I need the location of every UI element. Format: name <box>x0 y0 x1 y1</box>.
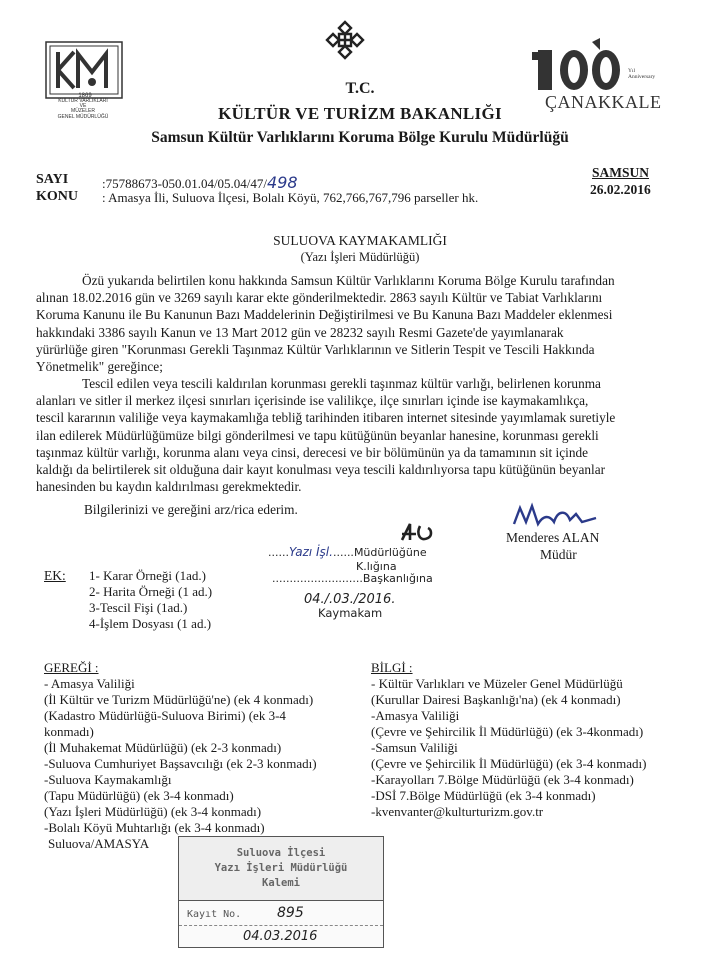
receipt-date: 04.03.2016 <box>243 929 318 944</box>
ministry-knot-emblem-icon <box>325 20 365 60</box>
signatory-name: Menderes ALAN <box>506 530 600 545</box>
logo-year: 1869 <box>78 93 92 99</box>
sayi-label: SAYI <box>36 172 69 187</box>
attachment-item: 2- Harita Örneği (1 ad.) <box>89 584 213 599</box>
list-item: -Samsun Valiliği <box>371 740 458 755</box>
signatory-title: Müdür <box>540 547 577 562</box>
stamp-line: Kalemi <box>262 877 300 889</box>
kayit-no-value: 895 <box>277 905 304 921</box>
list-item: (Çevre ve Şehircilik İl Müdürlüğü) (ek 3-4konmadı) <box>371 724 644 739</box>
stamp-header <box>179 837 383 901</box>
doc-date: 26.02.2016 <box>590 182 651 197</box>
receipt-stamp <box>178 836 384 948</box>
list-item: (Tapu Müdürlüğü) (ek 3-4 konmadı) <box>44 788 234 803</box>
list-item: (Kurullar Dairesi Başkanlığı'na) (ek 4 konmadı) <box>371 692 621 707</box>
bilgi-label: BİLGİ : <box>371 660 413 675</box>
sayi-value: :75788673-050.01.04/05.04/47/498 <box>102 173 298 192</box>
header-country: T.C. <box>345 80 375 97</box>
list-item: -Bolalı Köyü Muhtarlığı (ek 3-4 konmadı) <box>44 820 265 835</box>
header-directorate: Samsun Kültür Varlıklarını Koruma Bölge Kurulu Müdürlüğü <box>151 129 569 146</box>
logo-caption: KÜLTÜR VARLIKLARI VE MÜZELER GENEL MÜDÜRLÜĞÜ <box>57 98 109 120</box>
routing-date: 04./.03./2016. <box>304 592 396 607</box>
list-item: -Suluova Cumhuriyet Başsavcılığı (ek 2-3 konmadı) <box>44 756 317 771</box>
addressee-name: SULUOVA KAYMAKAMLIĞI <box>273 233 447 248</box>
attachments-label: EK: <box>44 568 66 583</box>
gereği-list <box>44 676 317 852</box>
stamp-line: Suluova İlçesi <box>236 847 326 859</box>
list-item: (Çevre ve Şehircilik İl Müdürlüğü) (ek 3-4 konmadı) <box>371 756 647 771</box>
gereği-label: GEREĞİ : <box>44 660 99 675</box>
list-item: -DSİ 7.Bölge Müdürlüğü (ek 3-4 konmadı) <box>371 788 596 803</box>
list-item: -Karayolları 7.Bölge Müdürlüğü (ek 3-4 konmadı) <box>371 772 634 787</box>
logo-city: ÇANAKKALE <box>545 92 662 112</box>
list-item: -kvenvanter@kulturturizm.gov.tr <box>371 804 544 819</box>
attachments-list <box>89 568 212 632</box>
list-item: - Amasya Valiliği <box>44 676 135 691</box>
list-item: Suluova/AMASYA <box>48 836 150 851</box>
list-item: konmadı) <box>44 724 94 739</box>
list-item: -Suluova Kaymakamlığı <box>44 772 172 787</box>
header-ministry: KÜLTÜR VE TURİZM BAKANLIĞI <box>218 104 502 123</box>
list-item: - Kültür Varlıkları ve Müzeler Genel Müdürlüğü <box>371 676 623 691</box>
routing-line-1: ......Yazı İşl.......Müdürlüğüne <box>268 545 427 559</box>
attachment-item: 3-Tescil Fişi (1ad.) <box>89 600 188 615</box>
sayi-handwritten: 498 <box>267 173 298 192</box>
body-paragraph-1: Özü yukarıda belirtilen konu hakkında Samsun Kültür Varlıklarını Koruma Bölge Kurulu tarafından alınan 18.02.2016 gün ve 3269 sayılı karar ekte gönderilmektedir. 2863 sayılı Kültür ve Tabiat Varlıklarını Koruma Kanunu ile Bu Kanunun Bazı Maddelerinin Değiştirilmesi ve Bu Kanuna Bazı Maddeler eklenmesi hakkındaki 3386 sayılı Kanun ve 13 Mart 2012 gün ve 28232 sayılı Resmi Gazete'de yayımlanarak yürürlüğe giren "Korunması Gerekli Taşınmaz Kültür Varlıklarının ve Sitlerin Tespit ve Tescili Hakkında Yönetmelik" gereğince; <box>36 273 615 375</box>
list-item: -Amasya Valiliği <box>371 708 460 723</box>
closing-line: Bilgilerinizi ve gereğini arz/rica ederim. <box>84 502 298 517</box>
stamp-divider <box>179 925 383 926</box>
list-item: (Yazı İşleri Müdürlüğü) (ek 3-4 konmadı) <box>44 804 262 819</box>
body-paragraph-2: Tescil edilen veya tescili kaldırılan korunması gerekli taşınmaz kültür varlığı, belirlenen korunma alanları ve sitler il merkez ilçesi sınırları içerisinde ise valilikçe, ilçe sınırları içinde ise kaymakamlıkça, tescil kararının valiliğe veya kaymakamlığa tebliğ tarihinden itibaren internet sitesinde yayımlamak suretiyle ilan edilerek Müdürlüğümüze bilgi gönderilmesi ve tapu kütüğünün beyanlar hanesine, korunması gerekli taşınmaz kültür varlığı, korunma alanı veya cinsi, derecesi ve bir bölümünün ya da tamamının sit içinde kaldığı da belirtilerek sit olduğuna dair kayıt konulması veya tescili kaldırılıyorsa tapu kütüğünün beyanlar hanesinden bu kaydın kaldırılması gerekmektedir. <box>36 376 616 495</box>
attachment-item: 1- Karar Örneği (1ad.) <box>89 568 206 583</box>
doc-city: SAMSUN <box>592 165 650 180</box>
attachment-item: 4-İşlem Dosyası (1 ad.) <box>89 616 212 631</box>
list-item: (İl Muhakemat Müdürlüğü) (ek 2-3 konmadı) <box>44 740 282 755</box>
konu-label: KONU <box>36 189 78 204</box>
bilgi-list <box>371 676 646 820</box>
stamp-line: Yazı İşleri Müdürlüğü <box>214 862 348 874</box>
routing-line-3: ..........................Başkanlığına <box>272 572 433 585</box>
initials-mark <box>396 520 436 546</box>
routing-footer: Kaymakam <box>318 606 383 620</box>
anniversary-label: Yıl Anniversary <box>628 68 656 80</box>
addressee-dept: (Yazı İşleri Müdürlüğü) <box>300 250 420 264</box>
konu-value: : Amasya İli, Suluova İlçesi, Bolalı Köyü, 762,766,767,796 parseller hk. <box>102 190 479 205</box>
routing-line-2: K.lığına <box>356 560 397 573</box>
list-item: (Kadastro Müdürlüğü-Suluova Birimi) (ek 3-4 <box>44 708 286 723</box>
list-item: (İl Kültür ve Turizm Müdürlüğü'ne) (ek 4 konmadı) <box>44 692 314 707</box>
kayit-no-label: Kayıt No. <box>187 909 242 920</box>
